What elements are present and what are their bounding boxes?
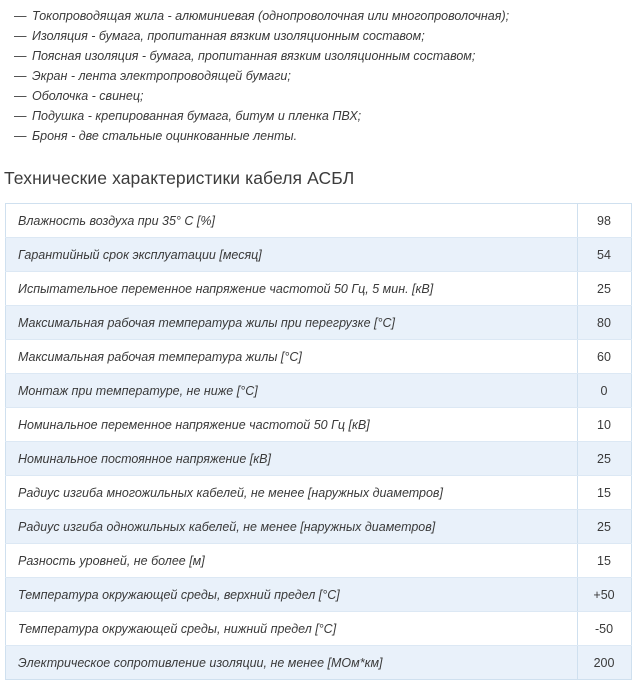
em-dash-bullet-icon: —	[14, 29, 27, 43]
spec-parameter-value: 15	[578, 476, 632, 510]
construction-list-item	[0, 6, 637, 26]
construction-list-item	[0, 26, 637, 46]
cable-construction-list	[0, 0, 637, 146]
table-row	[6, 578, 632, 612]
spec-table-container	[0, 189, 637, 680]
em-dash-bullet-icon: —	[14, 129, 27, 143]
spec-parameter-value: 25	[578, 510, 632, 544]
em-dash-bullet-icon: —	[14, 49, 27, 63]
spec-parameter-value: 10	[578, 408, 632, 442]
table-row	[6, 204, 632, 238]
em-dash-bullet-icon: —	[14, 69, 27, 83]
construction-list-item	[0, 106, 637, 126]
table-row	[6, 238, 632, 272]
em-dash-bullet-icon: —	[14, 9, 27, 23]
spec-parameter-name: Номинальное переменное напряжение частотой 50 Гц [кВ]	[6, 408, 578, 442]
table-row	[6, 442, 632, 476]
construction-list-item-label: Подушка - крепированная бумага, битум и пленка ПВХ;	[32, 109, 362, 123]
spec-parameter-value: 15	[578, 544, 632, 578]
spec-parameter-value: 25	[578, 442, 632, 476]
construction-list-item-label: Экран - лента электропроводящей бумаги;	[32, 69, 291, 83]
page-title: Технические характеристики кабеля АСБЛ	[4, 168, 355, 188]
table-row	[6, 646, 632, 680]
spec-parameter-name: Температура окружающей среды, нижний предел [°С]	[6, 612, 578, 646]
table-row	[6, 476, 632, 510]
spec-parameter-value: -50	[578, 612, 632, 646]
spec-parameter-value: 98	[578, 204, 632, 238]
spec-parameter-value: 60	[578, 340, 632, 374]
spec-parameter-value: 25	[578, 272, 632, 306]
construction-list-item	[0, 126, 637, 146]
technical-specifications-table	[5, 203, 632, 680]
spec-parameter-name: Влажность воздуха при 35° С [%]	[6, 204, 578, 238]
table-row	[6, 408, 632, 442]
construction-list-item-label: Поясная изоляция - бумага, пропитанная вязким изоляционным составом;	[32, 49, 476, 63]
spec-parameter-name: Монтаж при температуре, не ниже [°С]	[6, 374, 578, 408]
construction-list-item	[0, 66, 637, 86]
spec-parameter-name: Максимальная рабочая температура жилы [°С]	[6, 340, 578, 374]
spec-parameter-value: 200	[578, 646, 632, 680]
spec-parameter-value: 54	[578, 238, 632, 272]
construction-list-item-label: Изоляция - бумага, пропитанная вязким изоляционным составом;	[32, 29, 425, 43]
construction-list-item	[0, 46, 637, 66]
spec-parameter-name: Радиус изгиба одножильных кабелей, не менее [наружных диаметров]	[6, 510, 578, 544]
construction-list-item-label: Оболочка - свинец;	[32, 89, 144, 103]
spec-parameter-value: +50	[578, 578, 632, 612]
spec-parameter-value: 0	[578, 374, 632, 408]
spec-parameter-name: Номинальное постоянное напряжение [кВ]	[6, 442, 578, 476]
construction-list-item	[0, 86, 637, 106]
construction-list-item-label: Токопроводящая жила - алюминиевая (однопроволочная или многопроволочная);	[32, 9, 510, 23]
table-row	[6, 544, 632, 578]
table-row	[6, 612, 632, 646]
spec-parameter-name: Гарантийный срок эксплуатации [месяц]	[6, 238, 578, 272]
em-dash-bullet-icon: —	[14, 109, 27, 123]
spec-parameter-name: Электрическое сопротивление изоляции, не менее [МОм*км]	[18, 655, 383, 670]
spec-parameter-name: Испытательное переменное напряжение частотой 50 Гц, 5 мин. [кВ]	[6, 272, 578, 306]
spec-parameter-value: 80	[578, 306, 632, 340]
em-dash-bullet-icon: —	[14, 89, 27, 103]
spec-parameter-name: Максимальная рабочая температура жилы при перегрузке [°С]	[6, 306, 578, 340]
spec-parameter-name: Разность уровней, не более [м]	[6, 544, 578, 578]
table-row	[6, 340, 632, 374]
table-row	[6, 306, 632, 340]
spec-parameter-name: Температура окружающей среды, верхний предел [°С]	[6, 578, 578, 612]
table-row	[6, 510, 632, 544]
table-row	[6, 272, 632, 306]
table-row	[6, 374, 632, 408]
spec-parameter-name: Радиус изгиба многожильных кабелей, не менее [наружных диаметров]	[6, 476, 578, 510]
construction-list-item-label: Броня - две стальные оцинкованные ленты.	[32, 129, 298, 143]
